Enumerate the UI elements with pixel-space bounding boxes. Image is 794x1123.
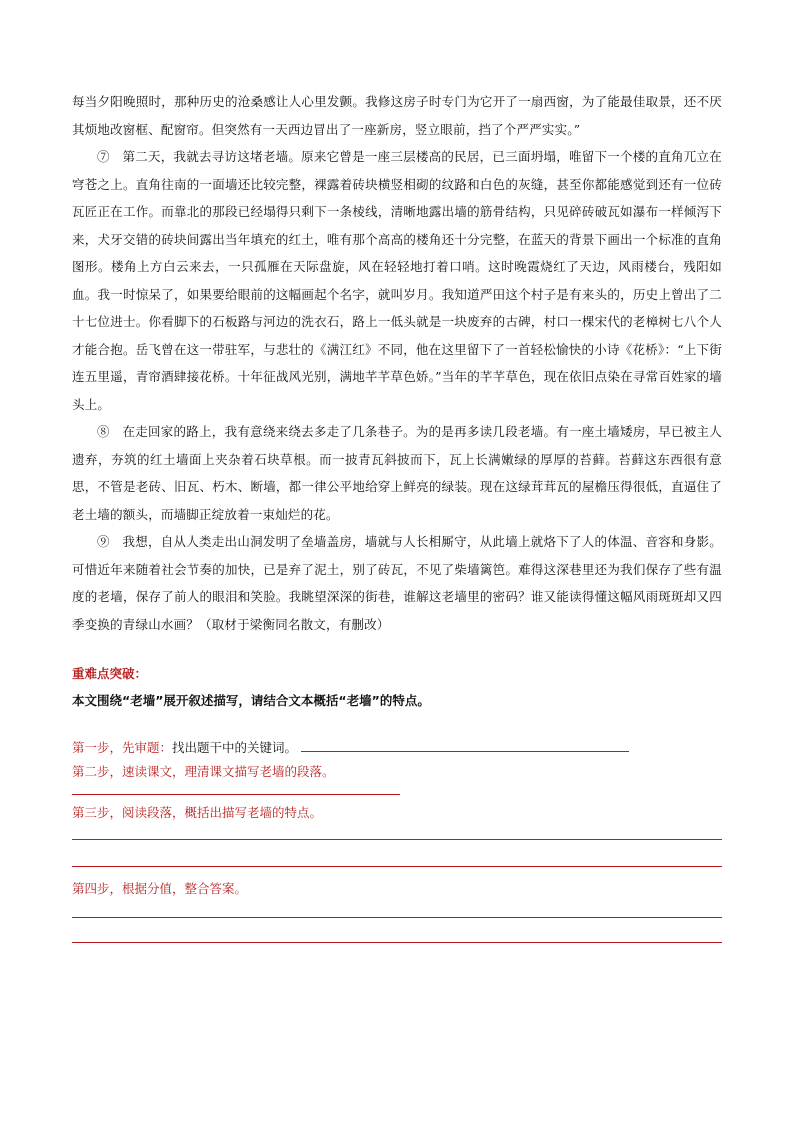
passage-paragraph-9: ⑨ 我想，自从人类走出山洞发明了垒墙盖房，墙就与人长相厮守，从此墙上就烙下了人的体温、音容和身影。可惜近年来随着社会节奏的加快，已是弃了泥土，别了砖瓦，不见了柴墙篱笆。难得这深巷里还为我们保存了些有温度的老墙，保存了前人的眼泪和笑脸。我眺望深深的街巷，谁解这老墙里的密码？谁又能读得懂这幅风雨斑斑却又四季变换的青绿山水画？（取材于梁衡同名散文，有删改） [72, 534, 722, 632]
step-1 [72, 736, 722, 760]
focus-section [72, 660, 722, 714]
step-3-label: 第三步，阅读段落，概括出描写老墙的特点。 [72, 805, 323, 820]
step-4-label: 第四步，根据分值，整合答案。 [72, 881, 248, 896]
step-4-answer-line-2[interactable] [72, 942, 722, 943]
spacer [72, 714, 722, 736]
focus-heading: 重难点突破： [72, 666, 148, 681]
passage-paragraph-intro: 每当夕阳晚照时，那种历史的沧桑感让人心里发颤。我修这房子时专门为它开了一扇西窗，为了能最佳取景，还不厌其烦地改窗框、配窗帘。但突然有一天西边冒出了一座新房，竖立眼前，挡了个严严实实。” [72, 94, 722, 137]
passage-paragraph-8: ⑧ 在走回家的路上，我有意绕来绕去多走了几条巷子。为的是再多读几段老墙。有一座土墙矮房，早已被主人遗弃，夯筑的红土墙面上夹杂着石块草根。而一披青瓦斜披而下，瓦上长满嫩绿的厚厚的苔藓。苔藓这东西很有意思，不管是老砖、旧瓦、朽木、断墙，都一律公平地给穿上鲜亮的绿装。现在这绿茸茸瓦的屋檐压得很低，直逼住了老土墙的额头，而墙脚正绽放着一束灿烂的花。 [72, 424, 722, 522]
step-1-answer-line[interactable] [301, 751, 629, 752]
document-page [72, 88, 722, 943]
focus-question: 本文围绕“老墙”展开叙述描写，请结合文本概括“老墙”的特点。 [72, 693, 430, 708]
step-1-hint: 找出题干中的关键词。 [172, 740, 298, 755]
passage-paragraph-7: ⑦ 第二天，我就去寻访这堵老墙。原来它曾是一座三层楼高的民居，已三面坍塌，唯留下一个楼的直角兀立在穹苍之上。直角往南的一面墙还比较完整，裸露着砖块横竖相砌的纹路和白色的灰缝，甚至你都能感觉到还有一位砖瓦匠正在工作。而靠北的那段已经塌得只剩下一条棱线，清晰地露出墙的筋骨结构，只见碎砖破瓦如瀑布一样倾泻下来，犬牙交错的砖块间露出当年填充的红土，唯有那个高高的楼角还十分完整，在蓝天的背景下画出一个标准的直角图形。楼角上方白云来去，一只孤雁在天际盘旋，风在轻轻地打着口哨。这时晚霞烧红了天边，风雨楼台，残阳如血。我一时惊呆了，如果要给眼前的这幅画起个名字，就叫岁月。我知道严田这个村子是有来头的，历史上曾出了二十七位进士。你看脚下的石板路与河边的洗衣石，路上一低头就是一块废弃的古碑，村口一棵宋代的老樟树七八个人才能合抱。岳飞曾在这一带驻军，与悲壮的《满江红》不同，他在这里留下了一首轻松愉快的小诗《花桥》：“上下街连五里遥，青帘酒肆接花桥。十年征战风光别，满地芊芊草色娇。”当年的芊芊草色，现在依旧点染在寻常百姓家的墙头上。 [72, 149, 722, 412]
step-1-label: 第一步，先审题： [72, 740, 173, 755]
step-2-label: 第二步，速读课文，理清课文描写老墙的段落。 [72, 764, 335, 779]
